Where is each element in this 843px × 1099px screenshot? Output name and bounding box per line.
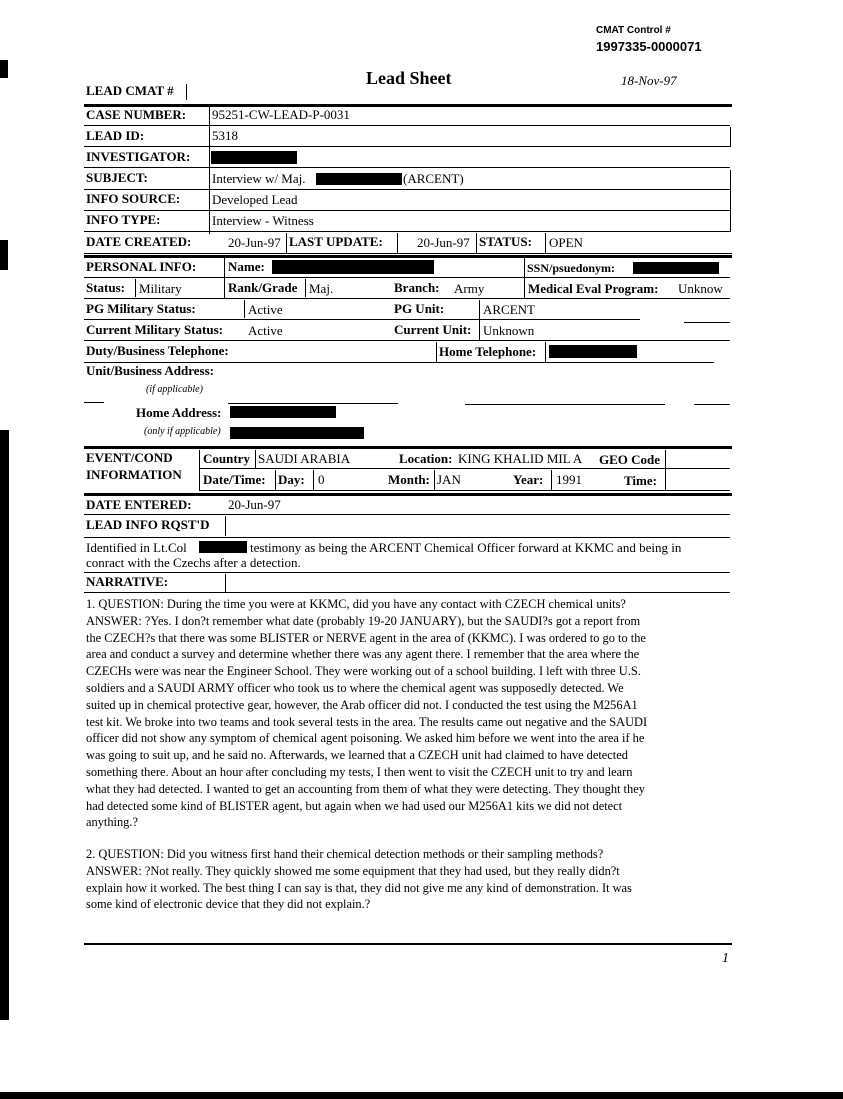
ssn-label: SSN/psuedonym: — [527, 261, 616, 275]
divider — [199, 490, 730, 491]
divider — [305, 279, 306, 297]
divider — [436, 342, 437, 362]
divider — [84, 572, 730, 573]
day-value: 0 — [318, 472, 325, 487]
redaction-home-phone — [549, 345, 637, 358]
divider — [84, 255, 732, 258]
if-applicable-note: (if applicable) — [146, 384, 203, 395]
divider — [730, 127, 731, 147]
divider — [84, 231, 730, 232]
divider — [225, 574, 226, 592]
redaction-lt-col — [199, 541, 247, 553]
date-created-label: DATE CREATED: — [86, 234, 192, 249]
scan-edge-mark — [0, 430, 9, 1020]
branch-value: Army — [454, 281, 485, 296]
divider — [84, 189, 730, 190]
divider — [545, 233, 546, 253]
status-value: OPEN — [549, 235, 583, 250]
unit-address-label: Unit/Business Address: — [86, 363, 214, 378]
divider — [397, 233, 398, 253]
divider — [225, 516, 226, 536]
event-label: EVENT/COND — [86, 450, 173, 465]
time-label: Time: — [624, 473, 657, 488]
geo-code-label: GEO Code — [599, 452, 661, 467]
redaction-name — [272, 260, 434, 274]
only-if-applicable-note: (only if applicable) — [144, 426, 221, 437]
divider — [84, 592, 730, 593]
duty-phone-label: Duty/Business Telephone: — [86, 343, 229, 358]
divider — [135, 279, 136, 297]
narrative-question-2 — [86, 846, 726, 913]
info-type-value: Interview - Witness — [212, 213, 314, 228]
divider — [186, 84, 187, 100]
lead-info-text-1: Identified in Lt.Col — [86, 540, 187, 555]
month-value: JAN — [437, 472, 461, 487]
narrative-line: test kit. We broke into two teams and took several tests in the area. The results came out negative and the SAUDI — [86, 714, 648, 729]
last-update-label: LAST UPDATE: — [289, 234, 383, 249]
event-label-2: INFORMATION — [86, 467, 182, 482]
narrative-line: had detected some kind of BLISTER agent, but again when we had used our M256A1 kits we did not detect — [86, 798, 623, 813]
divider — [84, 319, 640, 320]
medical-eval-value: Unknow — [678, 281, 723, 296]
narrative-line: anything.? — [86, 815, 138, 830]
lead-id-value: 5318 — [212, 128, 238, 143]
scan-edge-mark — [0, 240, 8, 270]
divider — [313, 470, 314, 490]
divider — [275, 470, 276, 490]
divider — [84, 943, 732, 945]
divider — [84, 253, 732, 254]
divider — [228, 403, 398, 404]
divider — [730, 170, 731, 232]
narrative-line: 1. QUESTION: During the time you were at KKMC, did you have any contact with CZECH chemical units? — [86, 597, 626, 611]
lead-cmat-label: LEAD CMAT # — [86, 83, 174, 98]
scan-edge-mark — [0, 1092, 843, 1099]
info-type-label: INFO TYPE: — [86, 212, 161, 227]
narrative-line: what they had detected. I wanted to get an accounting from them of what they were detecting. They thought they — [86, 781, 645, 796]
home-address-label: Home Address: — [136, 405, 222, 420]
divider — [551, 470, 552, 490]
day-label: Day: — [278, 472, 305, 487]
subject-label: SUBJECT: — [86, 170, 148, 185]
divider — [84, 537, 730, 538]
investigator-label: INVESTIGATOR: — [86, 149, 191, 164]
page-title: Lead Sheet — [366, 68, 452, 88]
narrative-line: was going to suit up, and he said no. Afterwards, we learned that a CZECH unit had claimed to have detected — [86, 748, 628, 763]
info-source-label: INFO SOURCE: — [86, 191, 181, 206]
person-status-value: Military — [139, 281, 182, 296]
divider — [665, 450, 666, 490]
narrative-line: explain how it worked. The best thing I can say is that, they did not give me any kind of demonstration. It was — [86, 880, 632, 895]
divider — [694, 404, 730, 405]
subject-suffix: (ARCENT) — [403, 171, 464, 186]
divider — [465, 404, 665, 405]
home-phone-label: Home Telephone: — [439, 344, 537, 359]
divider — [224, 258, 225, 298]
narrative-label: NARRATIVE: — [86, 574, 169, 589]
lead-info-text-2: testimony as being the ARCENT Chemical Officer forward at KKMC and being in — [250, 540, 682, 555]
divider — [479, 300, 480, 340]
date-entered-value: 20-Jun-97 — [228, 497, 281, 512]
redaction-investigator — [211, 151, 297, 164]
month-label: Month: — [388, 472, 430, 487]
last-update-value: 20-Jun-97 — [417, 235, 470, 250]
divider — [84, 146, 730, 147]
narrative-line: suited up in chemical protective gear, however, the Arab officer did not. I conducted the test using the M256A1 — [86, 697, 638, 712]
current-military-status-value: Active — [248, 323, 283, 338]
divider — [524, 258, 525, 298]
pg-military-status-label: PG Military Status: — [86, 301, 196, 316]
redaction-ssn — [633, 262, 719, 274]
pg-unit-value: ARCENT — [483, 302, 535, 317]
pg-military-status-value: Active — [248, 302, 283, 317]
divider — [84, 167, 730, 168]
rank-value: Maj. — [309, 281, 334, 296]
year-value: 1991 — [556, 472, 582, 487]
divider — [84, 446, 732, 449]
divider — [684, 322, 730, 323]
date-created-value: 20-Jun-97 — [228, 235, 281, 250]
narrative-line: 2. QUESTION: Did you witness first hand their chemical detection methods or their sampling methods? — [86, 847, 604, 861]
medical-eval-label: Medical Eval Program: — [528, 281, 659, 296]
divider — [199, 450, 200, 490]
divider — [545, 342, 546, 362]
sheet-date: 18-Nov-97 — [621, 73, 677, 88]
pg-unit-label: PG Unit: — [394, 301, 445, 316]
divider — [434, 470, 435, 490]
current-military-status-label: Current Military Status: — [86, 322, 223, 337]
divider — [286, 233, 287, 253]
info-source-value: Developed Lead — [212, 192, 298, 207]
divider — [84, 125, 730, 126]
cmat-control-label: CMAT Control # — [596, 25, 671, 36]
divider — [255, 450, 256, 468]
page-number: 1 — [722, 951, 729, 966]
cmat-control-number: 1997335-0000071 — [596, 39, 702, 54]
narrative-line: ANSWER: ?Yes. I don?t remember what date (probably 19-20 JANUARY), but the SAUDI?s got a report from — [86, 613, 641, 628]
divider — [84, 493, 732, 496]
branch-label: Branch: — [394, 280, 440, 295]
current-unit-label: Current Unit: — [394, 322, 472, 337]
lead-info-label: LEAD INFO RQST'D — [86, 517, 210, 532]
lead-id-label: LEAD ID: — [86, 128, 145, 143]
redaction-subject — [316, 173, 402, 185]
narrative-line: officer did not show any symptom of chemical agent poisoning. We asked him before we went into the area if he — [86, 731, 645, 746]
date-entered-label: DATE ENTERED: — [86, 497, 192, 512]
lead-info-text-3: conract with the Czechs after a detection. — [86, 555, 301, 570]
person-status-label: Status: — [86, 280, 126, 295]
datetime-label: Date/Time: — [203, 472, 266, 487]
divider — [84, 210, 730, 211]
status-label: STATUS: — [479, 234, 532, 249]
narrative-line: CZECHs were was near the Engineer School. They were working out of a school building. I left with three U.S. — [86, 664, 641, 679]
name-label: Name: — [228, 259, 265, 274]
narrative-question-1 — [86, 596, 726, 831]
narrative-line: ANSWER: ?Not really. They quickly showed me some equipment that they had used, but they really didn?t — [86, 863, 620, 878]
personal-info-label: PERSONAL INFO: — [86, 259, 197, 274]
narrative-line: area and conduct a survey and determine whether there was any agent there. I remember that the area where the — [86, 647, 640, 662]
location-label: Location: — [399, 451, 453, 466]
narrative-line: some kind of electronic device that they did not explain.? — [86, 897, 371, 912]
narrative-line: soldiers and a SAUDI ARMY officer who took us to where the chemical agent was supposedly detected. We — [86, 680, 624, 695]
divider — [84, 514, 730, 515]
divider — [84, 277, 730, 278]
divider — [476, 233, 477, 253]
divider — [244, 300, 245, 318]
divider — [84, 402, 104, 403]
country-label: Country — [203, 451, 250, 466]
case-number-value: 95251-CW-LEAD-P-0031 — [212, 107, 350, 122]
year-label: Year: — [513, 472, 544, 487]
country-value: SAUDI ARABIA — [258, 451, 351, 466]
narrative-line: the CZECH?s that there was some BLISTER or NERVE agent in the area of (KKMC). I was ordered to go to the — [86, 630, 646, 645]
divider — [199, 468, 730, 469]
narrative-line: something there. About an hour after concluding my tests, I then went to visit the CZECH unit to try and learn — [86, 764, 633, 779]
redaction-home-address — [230, 406, 336, 418]
current-unit-value: Unknown — [483, 323, 535, 338]
divider — [84, 298, 730, 299]
case-number-label: CASE NUMBER: — [86, 107, 187, 122]
scan-edge-mark — [0, 60, 8, 78]
divider — [84, 340, 730, 341]
location-value: KING KHALID MIL A — [458, 451, 583, 466]
rank-label: Rank/Grade — [228, 280, 298, 295]
subject-prefix: Interview w/ Maj. — [212, 171, 306, 186]
redaction-home-address-2 — [230, 427, 364, 439]
